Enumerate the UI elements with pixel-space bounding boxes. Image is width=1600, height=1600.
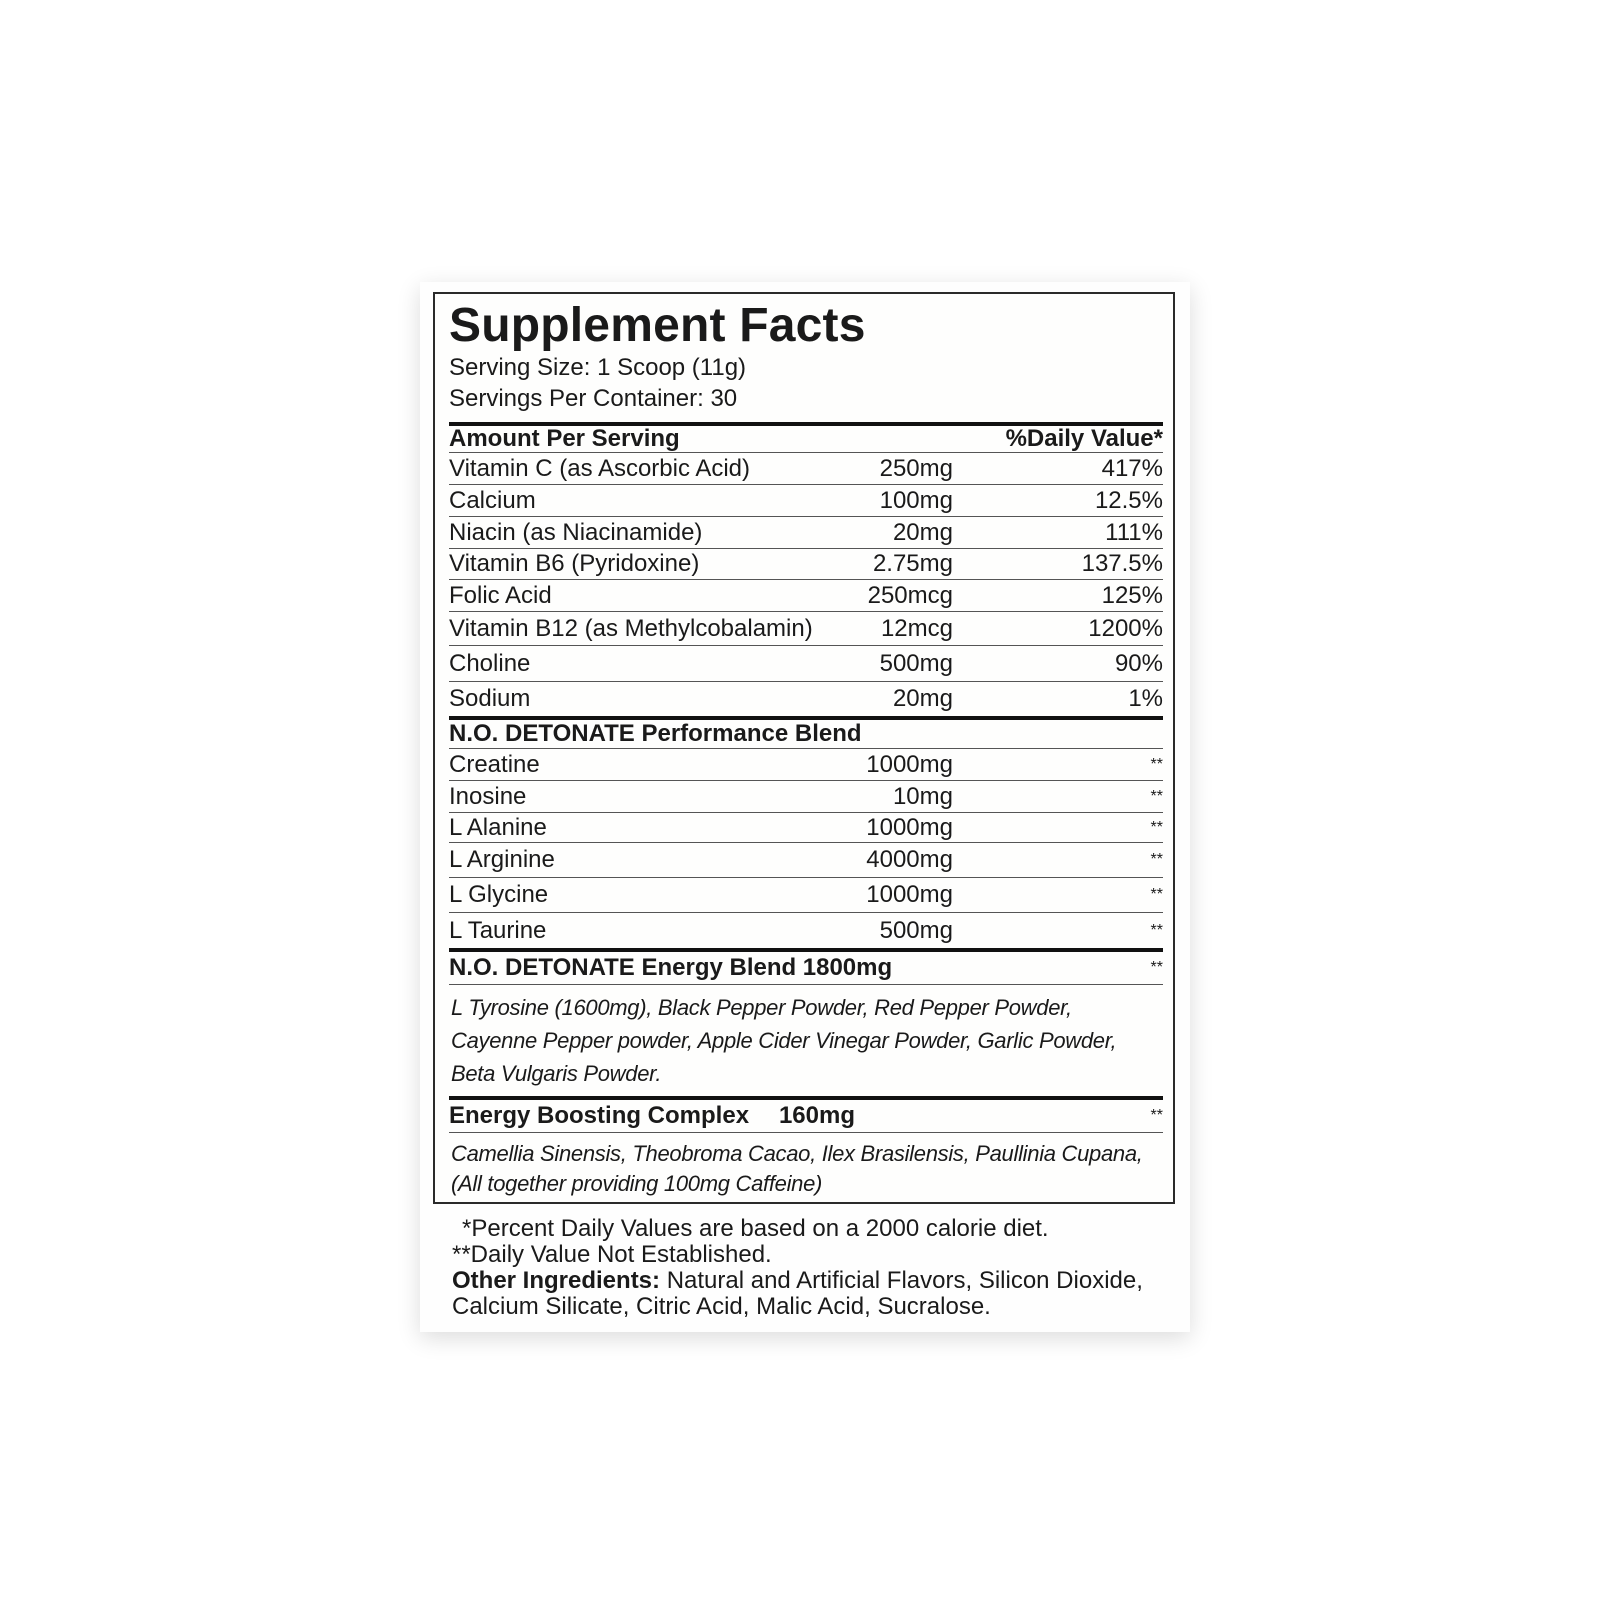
boosting-complex-amount: 160mg	[778, 1102, 855, 1129]
energy-blend-ingredients-line: Beta Vulgaris Powder.	[451, 1061, 662, 1086]
performance-blend-list	[449, 748, 1163, 948]
row-amount: 250mg	[879, 454, 953, 482]
row-daily-value: **	[1150, 886, 1163, 903]
row-daily-value: **	[1150, 818, 1163, 836]
table-row	[449, 780, 1163, 812]
table-row	[449, 579, 1163, 611]
table-row	[449, 748, 1163, 780]
table-row	[449, 645, 1163, 681]
energy-blend-dv: **	[1150, 959, 1163, 976]
row-daily-value: **	[1150, 755, 1163, 773]
row-daily-value: 12.5%	[1094, 486, 1163, 514]
row-name: Choline	[449, 649, 531, 677]
energy-blend-ingredients-line: L Tyrosine (1600mg), Black Pepper Powder, Red Pepper Powder,	[451, 995, 1072, 1020]
table-row	[449, 516, 1163, 548]
row-amount: 250mcg	[867, 581, 953, 609]
row-amount: 1000mg	[866, 813, 953, 841]
row-daily-value: 137.5%	[1081, 550, 1163, 577]
performance-blend-title: N.O. DETONATE Performance Blend	[449, 720, 862, 747]
row-daily-value: 111%	[1105, 518, 1163, 546]
row-name: Sodium	[449, 685, 531, 712]
row-name: Folic Acid	[449, 581, 552, 609]
other-ingredients-text-2: Calcium Silicate, Citric Acid, Malic Acid, Sucralose.	[452, 1293, 991, 1320]
panel-title: Supplement Facts	[449, 299, 866, 352]
label-footer	[452, 1216, 1182, 1320]
row-amount: 100mg	[879, 486, 953, 514]
boosting-complex-ingredients	[449, 1132, 1163, 1205]
table-row	[449, 842, 1163, 877]
boosting-complex-header	[449, 1096, 1163, 1132]
row-name: L Taurine	[449, 916, 547, 944]
row-daily-value: 417%	[1101, 454, 1163, 482]
energy-blend-amount: 1800mg	[802, 954, 893, 981]
row-daily-value: 1200%	[1088, 614, 1163, 642]
table-row	[449, 548, 1163, 579]
table-row	[449, 912, 1163, 948]
row-amount: 12mcg	[880, 614, 953, 642]
row-amount: 10mg	[892, 782, 953, 810]
row-amount: 500mg	[879, 649, 953, 677]
row-daily-value: 125%	[1101, 581, 1163, 609]
supplement-facts-panel	[433, 292, 1175, 1204]
row-daily-value: 1%	[1128, 685, 1163, 712]
row-name: Vitamin C (as Ascorbic Acid)	[449, 454, 750, 482]
boosting-complex-ingredients-line: (All together providing 100mg Caffeine)	[451, 1171, 823, 1196]
row-name: L Glycine	[449, 881, 549, 908]
table-header	[449, 422, 1163, 452]
row-amount: 1000mg	[866, 881, 953, 908]
other-ingredients-text: Natural and Artificial Flavors, Silicon Dioxide,	[660, 1267, 1143, 1294]
row-amount: 2.75mg	[872, 550, 953, 577]
row-name: Vitamin B6 (Pyridoxine)	[449, 550, 700, 577]
row-name: L Arginine	[449, 846, 555, 873]
row-daily-value: 90%	[1114, 649, 1163, 677]
row-amount: 1000mg	[866, 750, 953, 778]
percent-daily-note: *Percent Daily Values are based on a 2000 calorie diet.	[462, 1215, 1049, 1242]
energy-blend-title: N.O. DETONATE Energy Blend	[449, 954, 797, 981]
amount-header: Amount Per Serving	[449, 425, 680, 452]
energy-blend-header	[449, 948, 1163, 984]
nutrient-list	[449, 452, 1163, 716]
row-name: L Alanine	[449, 813, 547, 841]
table-row	[449, 611, 1163, 645]
row-name: Calcium	[449, 486, 536, 514]
other-ingredients-label: Other Ingredients:	[452, 1267, 661, 1294]
row-name: Niacin (as Niacinamide)	[449, 518, 703, 546]
serving-size: Serving Size: 1 Scoop (11g)	[449, 354, 747, 381]
table-row	[449, 877, 1163, 912]
row-daily-value: **	[1150, 921, 1163, 939]
performance-blend-header	[449, 716, 1163, 748]
daily-value-header: %Daily Value*	[1005, 425, 1163, 452]
table-row	[449, 452, 1163, 484]
row-amount: 20mg	[892, 518, 953, 546]
table-row	[449, 812, 1163, 842]
daily-value-note: **Daily Value Not Established.	[452, 1241, 772, 1268]
other-ingredients	[452, 1268, 1182, 1294]
boosting-complex-ingredients-line: Camellia Sinensis, Theobroma Cacao, Ilex Brasilensis, Paullinia Cupana,	[451, 1141, 1143, 1166]
row-amount: 500mg	[879, 916, 953, 944]
table-row	[449, 484, 1163, 516]
energy-blend-ingredients-line: Cayenne Pepper powder, Apple Cider Vinegar Powder, Garlic Powder,	[451, 1028, 1117, 1053]
servings-per-container: Servings Per Container: 30	[449, 385, 738, 412]
row-name: Vitamin B12 (as Methylcobalamin)	[449, 614, 813, 642]
boosting-complex-title: Energy Boosting Complex	[449, 1102, 750, 1129]
row-amount: 20mg	[892, 685, 953, 712]
row-daily-value: **	[1150, 851, 1163, 868]
boosting-complex-dv: **	[1150, 1107, 1163, 1124]
row-name: Creatine	[449, 750, 540, 778]
row-name: Inosine	[449, 782, 527, 810]
row-daily-value: **	[1150, 787, 1163, 805]
row-amount: 4000mg	[866, 846, 953, 873]
table-row	[449, 681, 1163, 716]
energy-blend-ingredients	[449, 984, 1163, 1096]
